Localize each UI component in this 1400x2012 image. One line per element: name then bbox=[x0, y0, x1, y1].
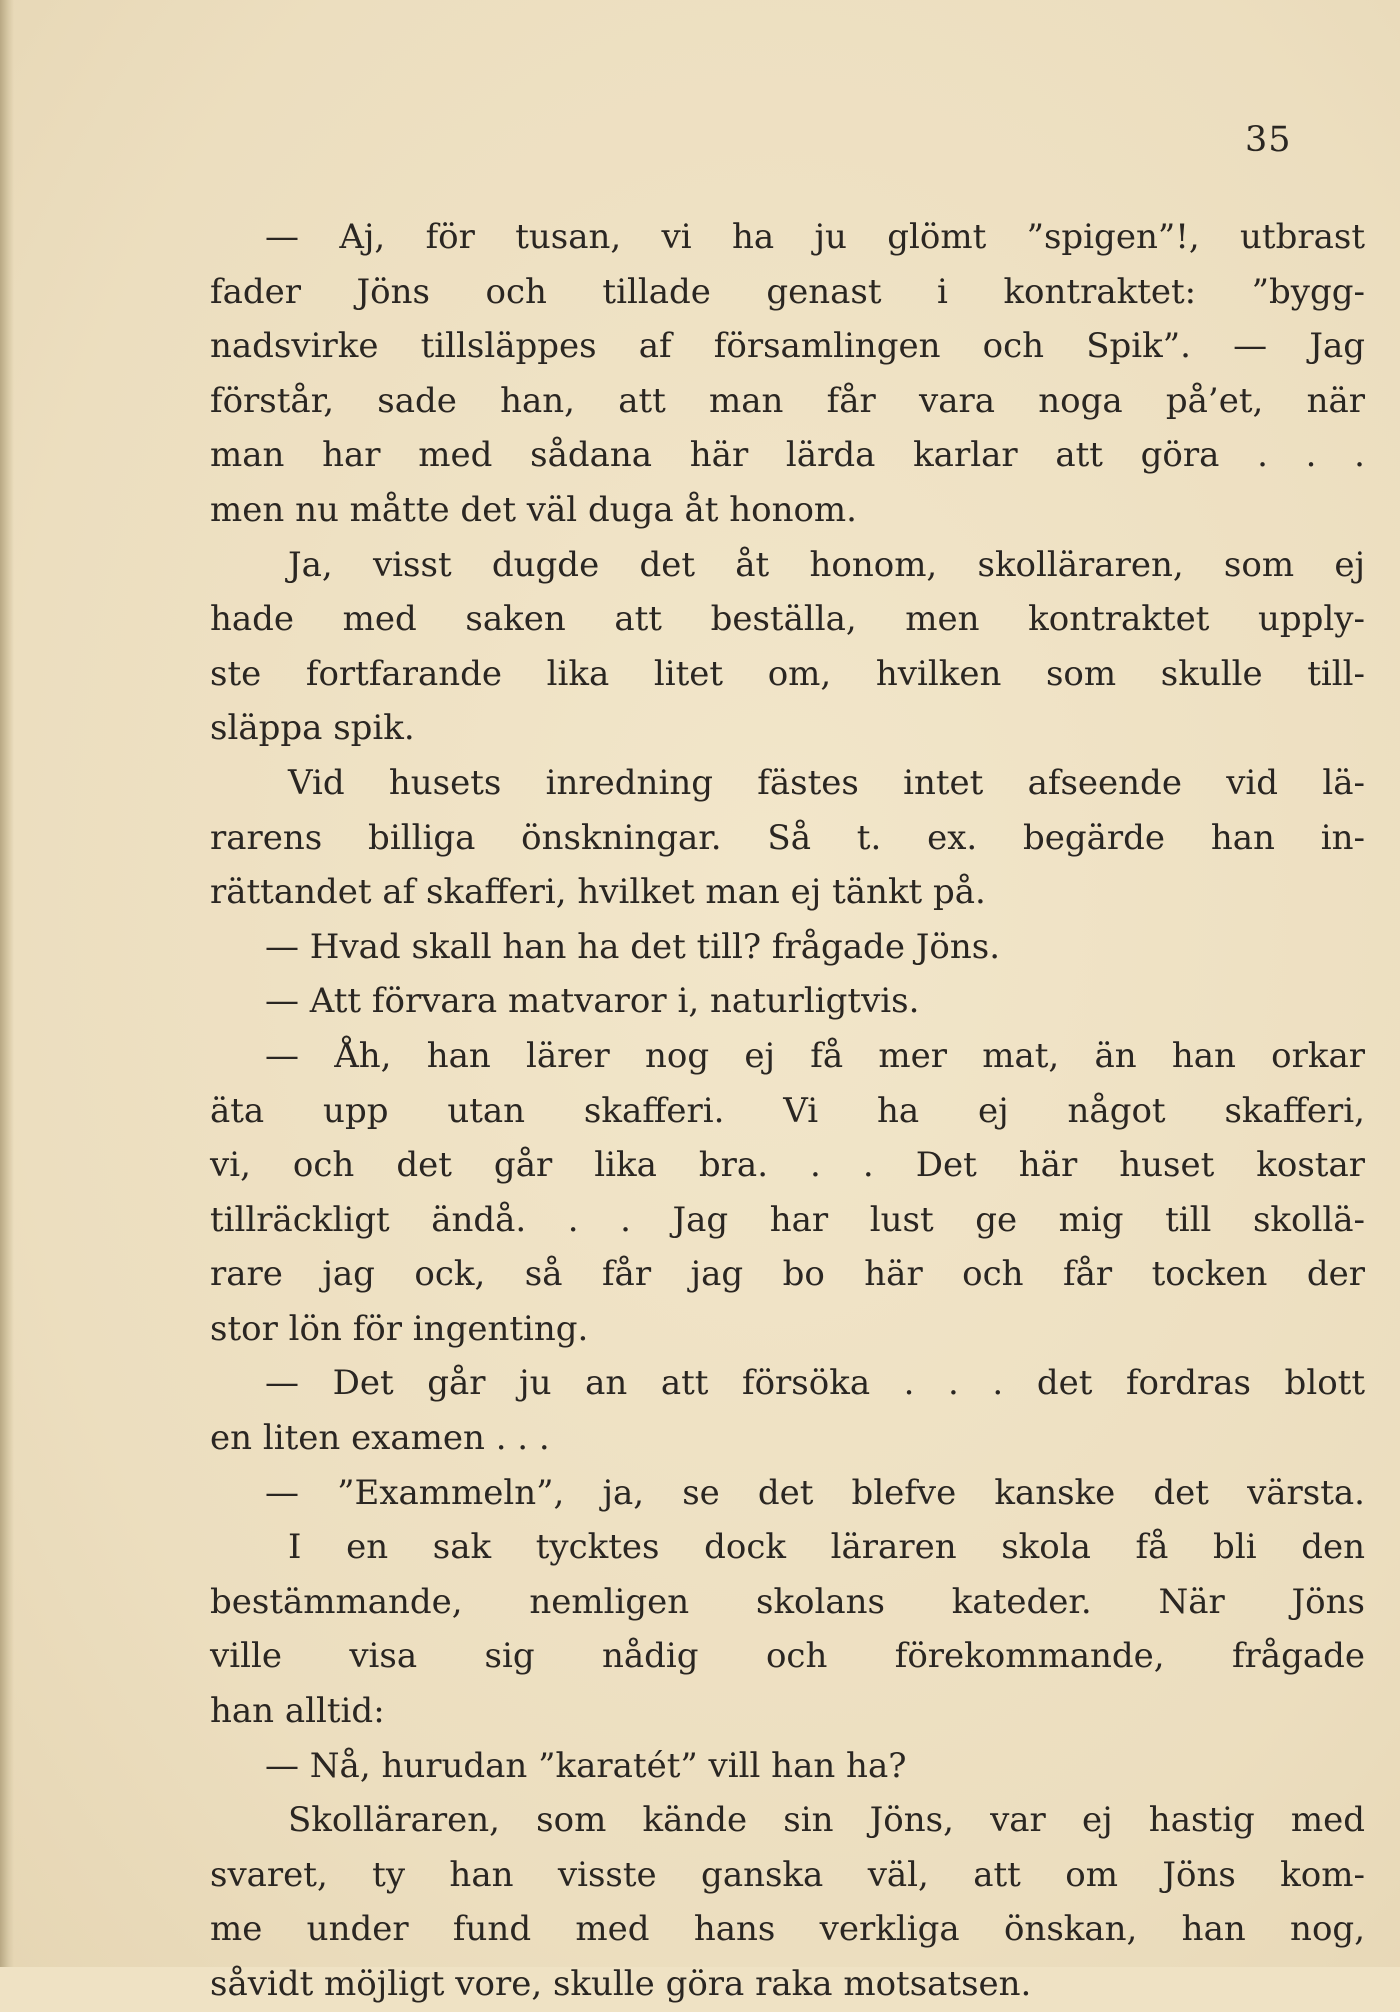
text-line: han alltid: bbox=[210, 1691, 385, 1732]
text-line: men nu måtte det väl duga åt honom. bbox=[210, 489, 857, 530]
book-spine-edge bbox=[0, 0, 14, 1967]
text-line: rarens billiga önskningar. Så t. ex. begärde han in- bbox=[210, 817, 1365, 858]
text-line: I en sak tycktes dock läraren skola få bli den bbox=[288, 1527, 1365, 1568]
text-line: man har med sådana här lärda karlar att göra . . . bbox=[210, 435, 1365, 476]
body-text bbox=[210, 210, 1365, 2012]
text-line: hade med saken att beställa, men kontraktet upply- bbox=[210, 599, 1365, 640]
text-line: svaret, ty han visste ganska väl, att om Jöns kom- bbox=[210, 1854, 1365, 1895]
text-line: äta upp utan skafferi. Vi ha ej något skafferi, bbox=[210, 1090, 1365, 1131]
text-line: — Hvad skall han ha det till? frågade Jöns. bbox=[265, 926, 1001, 967]
text-line: släppa spik. bbox=[210, 708, 415, 749]
text-line: — Nå, hurudan ”karatét” vill han ha? bbox=[265, 1745, 907, 1786]
text-line: — Att förvara matvaror i, naturligtvis. bbox=[265, 981, 920, 1022]
text-line: en liten examen . . . bbox=[210, 1418, 550, 1459]
text-line: Ja, visst dugde det åt honom, skolläraren, som ej bbox=[288, 544, 1365, 585]
text-line: bestämmande, nemligen skolans kateder. När Jöns bbox=[210, 1581, 1365, 1622]
text-line: Skolläraren, som kände sin Jöns, var ej hastig med bbox=[288, 1800, 1365, 1841]
text-line: Vid husets inredning fästes intet afseende vid lä- bbox=[288, 762, 1365, 803]
text-line: ste fortfarande lika litet om, hvilken som skulle till- bbox=[210, 653, 1365, 694]
text-line: — Aj, för tusan, vi ha ju glömt ”spigen”!, utbrast bbox=[265, 217, 1365, 257]
text-line: me under fund med hans verkliga önskan, han nog, bbox=[210, 1909, 1365, 1950]
text-line: tillräckligt ändå. . . Jag har lust ge mig till skollä- bbox=[210, 1199, 1365, 1240]
text-line: stor lön för ingenting. bbox=[210, 1308, 589, 1349]
text-line: nadsvirke tillsläppes af församlingen och Spik”. — Jag bbox=[210, 326, 1365, 367]
text-line: såvidt möjligt vore, skulle göra raka motsatsen. bbox=[210, 1964, 1032, 2004]
page-number: 35 bbox=[1245, 120, 1292, 160]
text-line: — Åh, han lärer nog ej få mer mat, än han orkar bbox=[265, 1035, 1365, 1076]
text-line: rättandet af skafferi, hvilket man ej tänkt på. bbox=[210, 872, 986, 913]
text-line: förstår, sade han, att man får vara noga på’et, när bbox=[210, 380, 1365, 421]
text-line: — Det går ju an att försöka . . . det fordras blott bbox=[265, 1363, 1365, 1404]
text-line: — ”Exammeln”, ja, se det blefve kanske det värsta. bbox=[265, 1472, 1365, 1513]
text-line: ville visa sig nådig och förekommande, frågade bbox=[210, 1636, 1365, 1677]
text-line: fader Jöns och tillade genast i kontraktet: ”bygg- bbox=[210, 271, 1365, 312]
text-line: rare jag ock, så får jag bo här och får tocken der bbox=[210, 1254, 1365, 1295]
text-line: vi, och det går lika bra. . . Det här huset kostar bbox=[210, 1145, 1365, 1186]
